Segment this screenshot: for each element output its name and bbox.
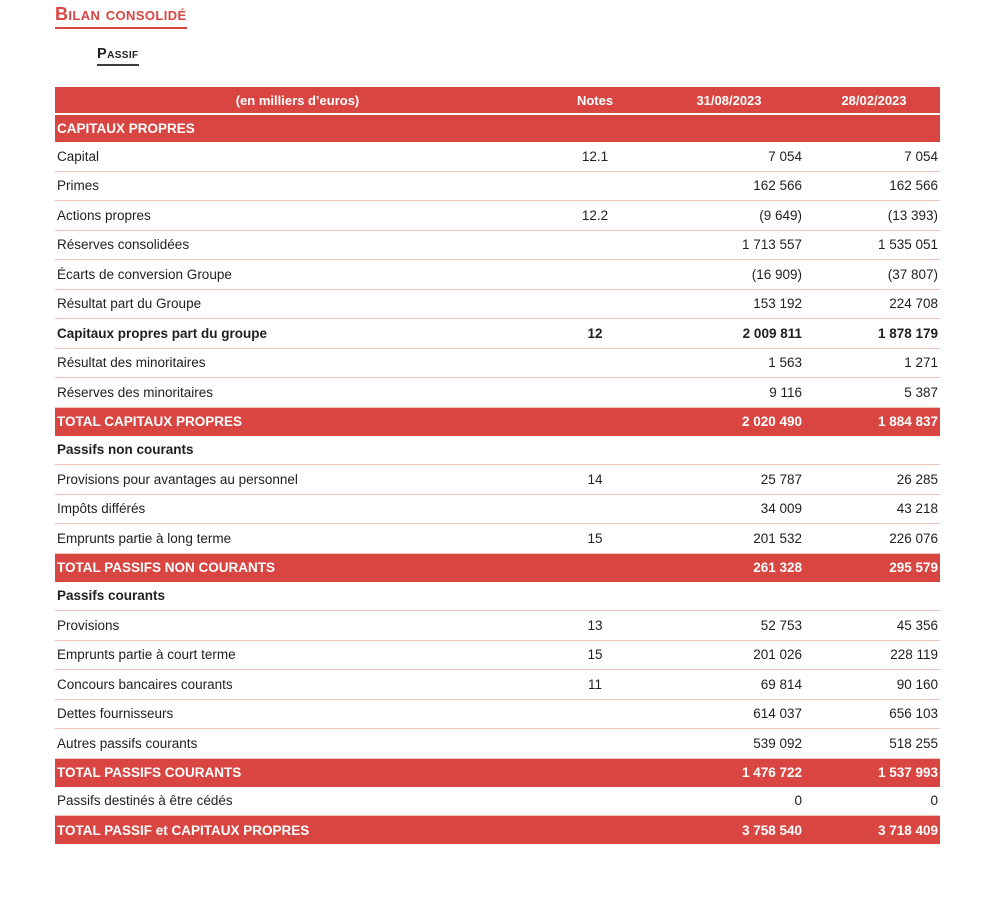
row-value-previous: 162 566 (889, 178, 938, 194)
row-value-current: (16 909) (751, 266, 802, 282)
table-row (55, 759, 940, 787)
table-row (55, 611, 940, 641)
row-value-previous: 1 535 051 (877, 237, 938, 253)
row-value-previous: 226 076 (889, 530, 938, 546)
row-value-previous: 3 718 409 (877, 822, 938, 838)
row-label: Emprunts partie à long terme (57, 530, 232, 546)
row-label: Emprunts partie à court terme (57, 647, 236, 663)
row-value-current: 201 532 (753, 530, 802, 546)
section-subtitle: Passif (97, 46, 139, 66)
row-label: Concours bancaires courants (57, 676, 233, 692)
row-value-current: 261 328 (753, 560, 802, 576)
row-label: Passifs destinés à être cédés (57, 793, 233, 809)
row-value-current: 201 026 (753, 647, 802, 663)
row-value-current: 7 054 (768, 148, 802, 164)
row-label: Primes (57, 178, 100, 194)
row-label: Provisions pour avantages au personnel (57, 471, 298, 487)
row-label: TOTAL CAPITAUX PROPRES (57, 414, 243, 430)
row-value-previous: 656 103 (889, 706, 938, 722)
table-row (55, 142, 940, 172)
page-title: Bilan consolidé (55, 5, 187, 29)
row-value-current: (9 649) (759, 207, 802, 223)
row-value-current: 2 009 811 (742, 325, 802, 341)
row-value-current: 1 713 557 (741, 237, 802, 253)
row-value-current: 2 020 490 (741, 414, 802, 430)
row-value-current: 3 758 540 (741, 822, 802, 838)
row-value-previous: 1 537 993 (877, 765, 938, 781)
table-row (55, 670, 940, 700)
table-row (55, 231, 940, 261)
row-value-previous: 26 285 (896, 471, 938, 487)
row-label: TOTAL PASSIFS NON COURANTS (57, 560, 276, 576)
table-row (55, 787, 940, 817)
table-row (55, 729, 940, 759)
column-header-date-current: 31/08/2023 (696, 92, 762, 108)
row-value-current: 1 476 722 (741, 765, 802, 781)
row-value-current: 34 009 (760, 501, 802, 517)
table-row (55, 554, 940, 582)
row-label: Capital (57, 148, 100, 164)
row-value-previous: 0 (930, 793, 938, 809)
table-row (55, 349, 940, 379)
row-note: 12 (587, 325, 603, 341)
table-row (55, 495, 940, 525)
row-value-current: 162 566 (753, 178, 802, 194)
row-value-previous: 90 160 (896, 676, 938, 692)
row-value-previous: (13 393) (887, 207, 938, 223)
row-value-previous: 518 255 (889, 735, 938, 751)
row-label: Autres passifs courants (57, 735, 198, 751)
row-value-current: 614 037 (753, 706, 802, 722)
row-value-previous: 5 387 (904, 384, 938, 400)
row-label: CAPITAUX PROPRES (57, 121, 195, 137)
unit-label: (en milliers d’euros) (235, 92, 360, 108)
row-note: 14 (587, 471, 603, 487)
row-label: Réserves des minoritaires (57, 384, 214, 400)
row-label: Résultat part du Groupe (57, 296, 202, 312)
table-row (55, 524, 940, 554)
row-note: 15 (587, 530, 603, 546)
row-label: Actions propres (57, 207, 151, 223)
row-note: 12.1 (581, 148, 609, 164)
row-label: Passifs non courants (57, 442, 194, 458)
table-row (55, 201, 940, 231)
row-value-previous: 43 218 (896, 501, 938, 517)
row-value-previous: 1 878 179 (877, 325, 938, 341)
row-label: TOTAL PASSIF et CAPITAUX PROPRES (57, 822, 310, 838)
row-value-previous: 295 579 (889, 560, 938, 576)
row-label: Impôts différés (57, 501, 146, 517)
table-row (55, 582, 940, 612)
table-row (55, 290, 940, 320)
row-label: Écarts de conversion Groupe (57, 266, 232, 282)
row-value-previous: 45 356 (896, 617, 938, 633)
row-note: 12.2 (581, 207, 609, 223)
row-note: 11 (587, 676, 602, 692)
table-row (55, 408, 940, 436)
row-value-current: 1 563 (768, 355, 802, 371)
row-label: Capitaux propres part du groupe (57, 325, 268, 341)
table-header-row (55, 87, 940, 115)
row-label: Réserves consolidées (57, 237, 190, 253)
row-label: Passifs courants (57, 588, 166, 604)
row-label: Dettes fournisseurs (57, 706, 174, 722)
table-body (55, 115, 940, 844)
row-value-current: 0 (794, 793, 802, 809)
table-row (55, 172, 940, 202)
row-value-previous: 1 884 837 (877, 414, 938, 430)
row-value-previous: 224 708 (889, 296, 938, 312)
column-header-date-previous: 28/02/2023 (841, 92, 907, 108)
row-value-current: 69 814 (760, 676, 802, 692)
table-row (55, 260, 940, 290)
table-row (55, 319, 940, 349)
row-note: 15 (587, 647, 603, 663)
row-value-previous: 1 271 (904, 355, 938, 371)
row-value-current: 52 753 (760, 617, 802, 633)
table-row (55, 465, 940, 495)
row-value-previous: 7 054 (904, 148, 938, 164)
row-value-current: 25 787 (760, 471, 802, 487)
row-label: Résultat des minoritaires (57, 355, 206, 371)
subtitle-wrap (97, 45, 1000, 66)
balance-sheet-table (55, 87, 940, 844)
table-row (55, 378, 940, 408)
table-row (55, 115, 940, 142)
row-note: 13 (587, 617, 603, 633)
row-label: Provisions (57, 617, 120, 633)
table-row (55, 436, 940, 466)
row-value-current: 153 192 (753, 296, 802, 312)
table-row (55, 816, 940, 844)
row-value-previous: (37 807) (887, 266, 938, 282)
row-value-current: 9 116 (769, 384, 802, 400)
column-header-notes: Notes (576, 92, 614, 108)
row-label: TOTAL PASSIFS COURANTS (57, 765, 242, 781)
row-value-current: 539 092 (753, 735, 802, 751)
table-row (55, 641, 940, 671)
table-row (55, 700, 940, 730)
row-value-previous: 228 119 (890, 647, 938, 663)
